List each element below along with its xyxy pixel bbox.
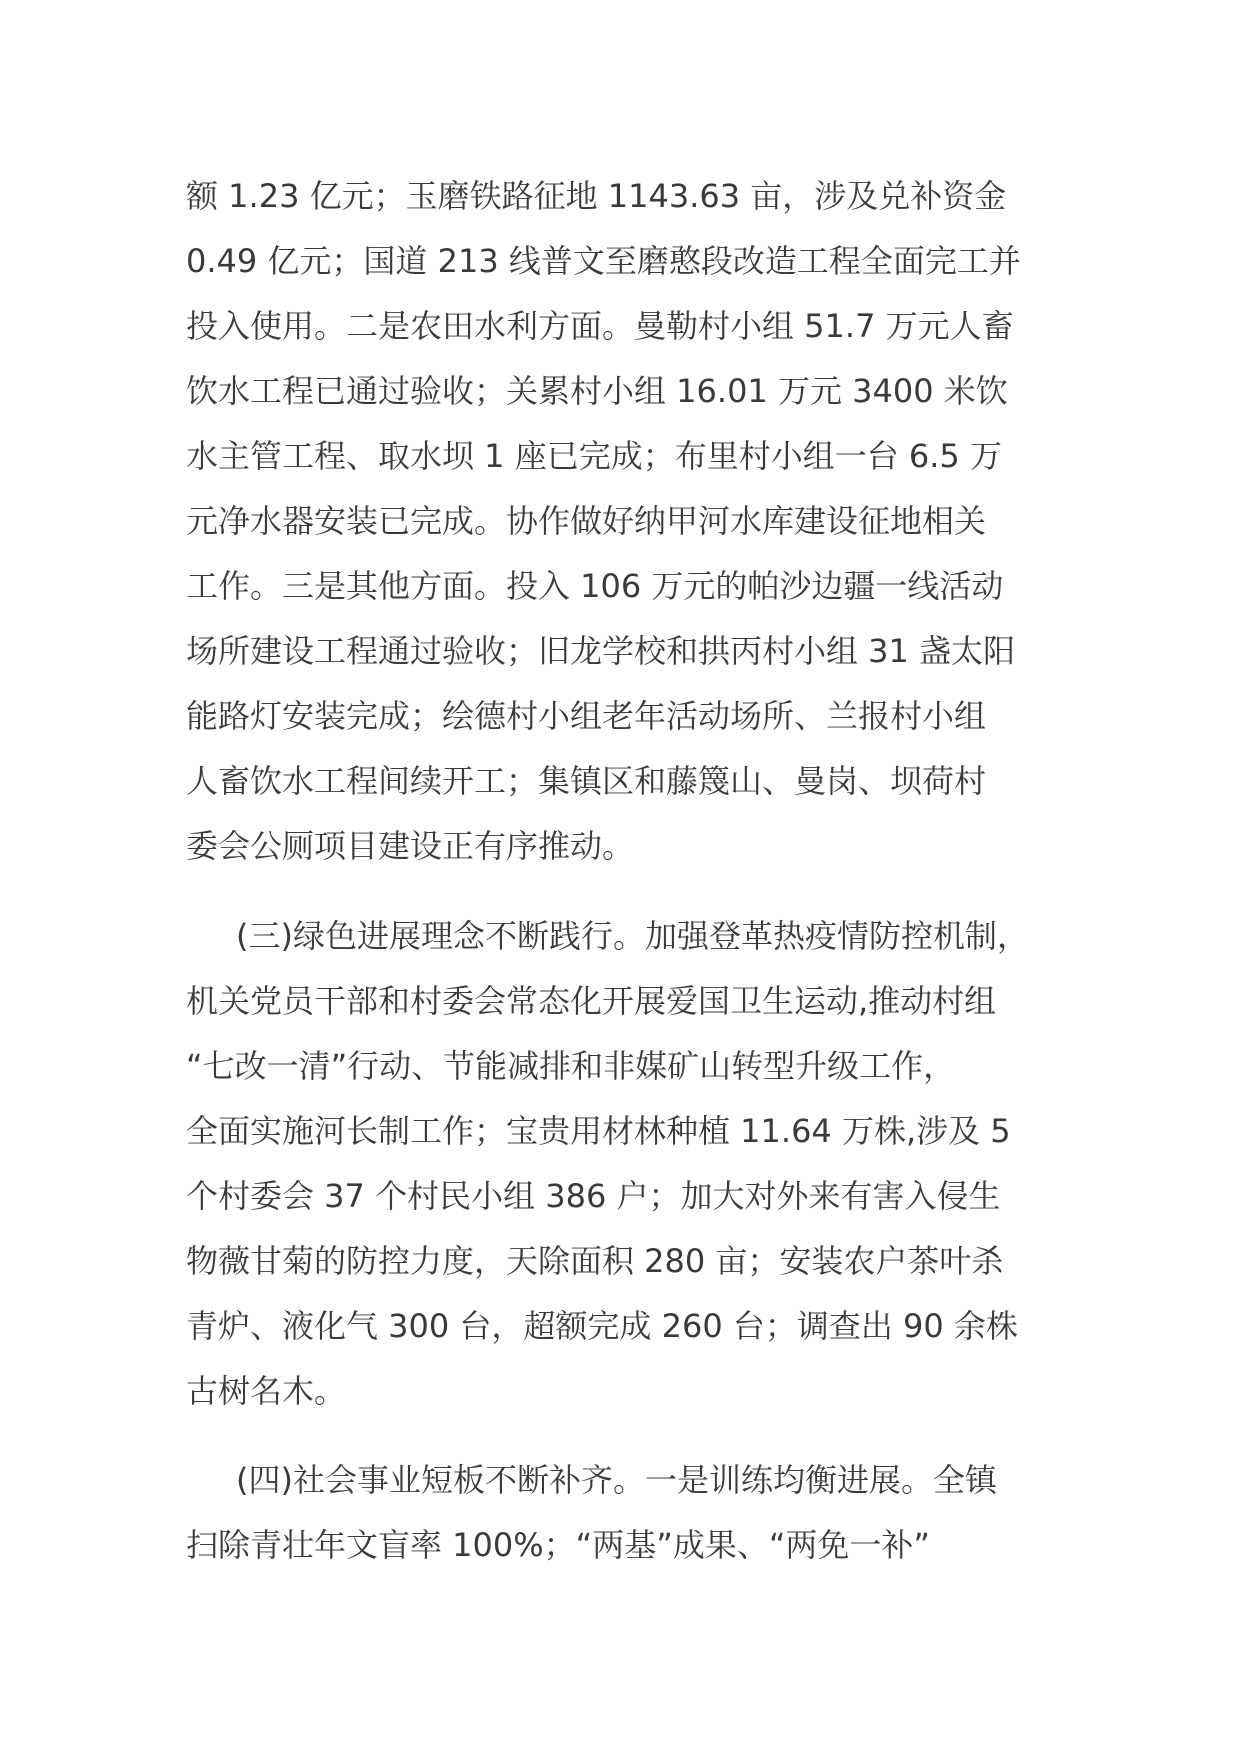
text-line: 饮水工程已通过验收；关累村小组 16.01 万元 3400 米饮 (186, 372, 1008, 410)
text-line: “七改一清”行动、节能减排和非媒矿山转型升级工作， (186, 1047, 956, 1085)
text-line: 古树名木。 (186, 1372, 347, 1410)
paragraph-infrastructure (186, 164, 1066, 879)
text-line: 委会公厕项目建设正有序推动。 (186, 827, 635, 865)
text-line: 青炉、液化气 300 台，超额完成 260 台；调查出 90 余株 (186, 1307, 1018, 1345)
text-line: 扫除青壮年文盲率 100%；“两基”成果、“两免一补” (186, 1526, 930, 1564)
text-line: 0.49 亿元；国道 213 线普文至磨憨段改造工程全面完工并 (186, 242, 1021, 280)
paragraph-social-affairs (186, 1448, 1066, 1578)
text-line: 个村委会 37 个村民小组 386 户；加大对外来有害入侵生 (186, 1177, 1001, 1215)
paragraph-green-development (186, 904, 1066, 1424)
text-line: 元净水器安装已完成。协作做好纳甲河水库建设征地相关 (186, 502, 987, 540)
text-line: 机关党员干部和村委会常态化开展爱国卫生运动,推动村组 (186, 982, 997, 1020)
section-heading-line: (四)社会事业短板不断补齐。一是训练均衡进展。全镇 (236, 1461, 997, 1499)
text-line: 能路灯安装完成；绘德村小组老年活动场所、兰报村小组 (186, 697, 987, 735)
text-line: 额 1.23 亿元；玉磨铁路征地 1143.63 亩，涉及兑补资金 (186, 177, 1007, 215)
section-heading-line: (三)绿色进展理念不断践行。加强登革热疫情防控机制， (236, 917, 1029, 955)
text-line: 工作。三是其他方面。投入 106 万元的帕沙边疆一线活动 (186, 567, 1004, 605)
text-line: 全面实施河长制工作；宝贵用材林种植 11.64 万株,涉及 5 (186, 1112, 1011, 1150)
text-line: 人畜饮水工程间续开工；集镇区和藤篾山、曼岗、坝荷村 (186, 762, 987, 800)
text-line: 场所建设工程通过验收；旧龙学校和拱丙村小组 31 盏太阳 (186, 632, 1016, 670)
text-line: 投入使用。二是农田水利方面。曼勒村小组 51.7 万元人畜 (186, 307, 1014, 345)
text-line: 水主管工程、取水坝 1 座已完成；布里村小组一台 6.5 万 (186, 437, 1002, 475)
text-line: 物薇甘菊的防控力度，天除面积 280 亩；安装农户茶叶杀 (186, 1242, 1004, 1280)
